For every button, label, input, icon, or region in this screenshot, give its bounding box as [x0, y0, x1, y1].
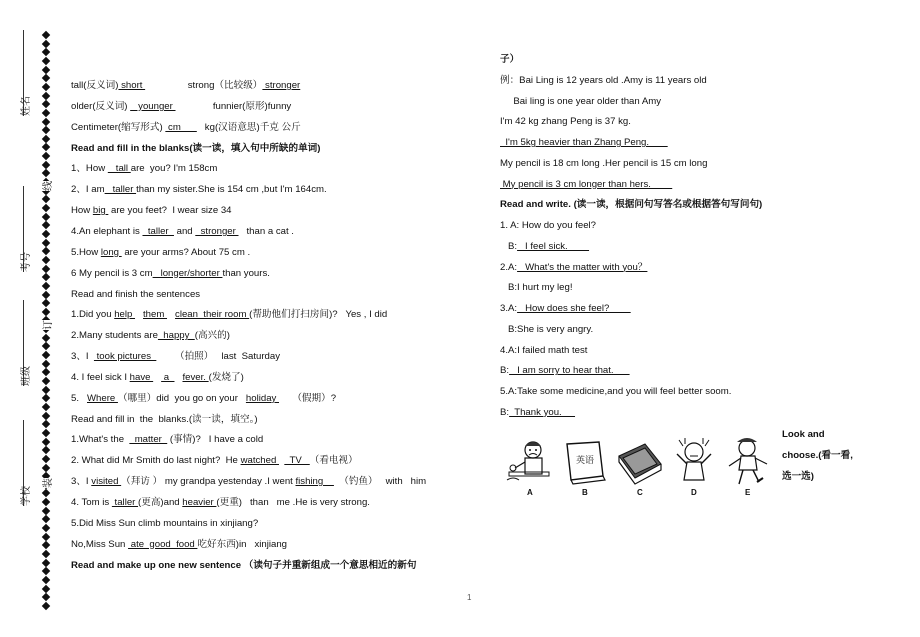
- answer-blank: holiday: [245, 392, 279, 404]
- line-text: （拍照） last Saturday: [156, 351, 281, 363]
- line-text: Read and fill in the blanks.(读一读，填空。): [71, 413, 258, 425]
- left-text-line: [71, 393, 336, 405]
- line-text: (更重) than me .He is very strong.: [216, 497, 370, 508]
- binding-diamond: [42, 256, 50, 264]
- look-choose-line1: Look and: [782, 429, 825, 440]
- answer-blank: stronger: [262, 80, 301, 91]
- binding-diamond: [42, 394, 50, 402]
- picture-label-e: E: [745, 488, 751, 497]
- binding-diamond: [42, 39, 50, 47]
- binding-diamond: [42, 515, 50, 523]
- left-text-line: [71, 330, 230, 342]
- left-text-line: [71, 101, 291, 113]
- answer-blank: visited: [91, 476, 122, 488]
- line-text: (高兴的): [194, 330, 230, 342]
- binding-diamond: [42, 584, 50, 592]
- line-text: than a cat .: [238, 225, 294, 237]
- binding-diamond: [42, 126, 50, 134]
- binding-diamond: [42, 212, 50, 220]
- answer-blank: TV: [284, 455, 310, 467]
- line-text: 4.A:I failed math test: [500, 344, 588, 356]
- right-text-line: [500, 365, 630, 377]
- binding-diamond: [42, 368, 50, 376]
- left-text-line: [71, 497, 370, 509]
- left-text-line: [71, 247, 250, 259]
- binding-diamond: [42, 74, 50, 82]
- answer-blank: ate good food: [128, 538, 198, 550]
- line-text: (更高)and: [138, 497, 183, 508]
- binding-diamond: [42, 334, 50, 342]
- picture-label-a: A: [527, 488, 533, 497]
- answer-blank: clean their room: [175, 309, 250, 321]
- binding-diamond: [42, 143, 50, 151]
- binding-diamond: [42, 299, 50, 307]
- answer-blank: Where: [87, 392, 118, 404]
- picture-b-english-book-icon: [561, 436, 609, 488]
- line-text: 1.What's the: [71, 434, 130, 446]
- line-text: 4.An elephant is: [71, 225, 143, 237]
- line-text: 2. What did Mr Smith do last night? He: [71, 455, 241, 467]
- picture-e-hurt-boy-icon: [723, 436, 773, 488]
- line-text: 5.How: [71, 246, 101, 258]
- line-text: 3、I: [71, 351, 94, 363]
- binding-diamond: [42, 602, 50, 610]
- binding-diamond: [42, 109, 50, 117]
- binding-diamond: [42, 161, 50, 169]
- line-text: B:She is very angry.: [500, 323, 594, 335]
- page-number: 1: [467, 593, 472, 602]
- line-text: 6 My pencil is 3 cm: [71, 267, 153, 279]
- line-text: [135, 309, 143, 320]
- binding-diamond: [42, 351, 50, 359]
- picture-c-books-icon: [615, 436, 665, 488]
- line-text: kg(汉语意思)千克 公斤: [196, 121, 301, 133]
- line-text: 2.A:: [500, 261, 518, 273]
- binding-diamond: [42, 117, 50, 125]
- binding-diamond: [42, 498, 50, 506]
- line-text: No,Miss Sun: [71, 538, 129, 550]
- look-choose-line2: choose.(看一看,: [782, 450, 853, 461]
- line-text: (事情)? I have a cold: [167, 434, 264, 446]
- picture-label-b: B: [582, 488, 588, 497]
- line-text: I'm 42 kg zhang Peng is 37 kg.: [500, 116, 631, 128]
- binding-diamond: [42, 532, 50, 540]
- line-text: tall(反义词): [71, 80, 119, 91]
- line-text: B:: [500, 365, 510, 377]
- binding-diamond: [42, 420, 50, 428]
- left-text-line: [71, 476, 426, 488]
- answer-blank: fever.: [182, 371, 209, 383]
- right-text-line: [500, 241, 589, 253]
- line-text: 2.Many students are: [71, 330, 158, 342]
- line-text: than yours.: [222, 267, 270, 279]
- left-text-line: [71, 268, 270, 280]
- line-text: 5.Did Miss Sun climb mountains in xinjiang?: [71, 517, 259, 529]
- left-text-line: [71, 289, 200, 301]
- label-school: 学校: [21, 486, 32, 506]
- line-text: 5.A:Take some medicine,and you will feel better soom.: [500, 386, 732, 397]
- answer-blank: long: [100, 246, 122, 258]
- binding-diamond: [42, 264, 50, 272]
- binding-diamond: [42, 455, 50, 463]
- binding-diamond: [42, 403, 50, 411]
- line-text: B:I hurt my leg!: [500, 282, 573, 294]
- line-text: How: [71, 205, 93, 217]
- line-text: My pencil is 18 cm long .Her pencil is 15 cm long: [500, 157, 708, 169]
- binding-diamond: [42, 558, 50, 566]
- binding-diamond: [42, 57, 50, 65]
- line-text: (发烧了): [208, 371, 244, 383]
- answer-blank: What's the matter with you？: [517, 261, 648, 273]
- binding-diamond: [42, 359, 50, 367]
- line-text: 2、I am: [71, 184, 105, 196]
- book-title: 英语: [576, 456, 595, 466]
- line-text: are your arms? About 75 cm .: [121, 246, 251, 258]
- binding-diamond: [42, 65, 50, 73]
- line-text: （看电视）: [309, 455, 358, 467]
- binding-diamond: [42, 429, 50, 437]
- line-text: （假期）?: [279, 392, 337, 404]
- line-text: 3.A:: [500, 303, 518, 314]
- answer-blank: took pictures: [93, 351, 157, 363]
- picture-a-sick-boy-icon: [503, 436, 555, 488]
- line-text: （拜访 ） my grandpa yestenday .I went: [121, 476, 296, 488]
- line-text: are you feet? I wear size 34: [108, 205, 232, 217]
- binding-diamond: [42, 593, 50, 601]
- line-text: 例：Bai Ling is 12 years old .Amy is 11 years old: [500, 74, 707, 86]
- right-text-line: [500, 158, 707, 170]
- binding-diamond: [42, 576, 50, 584]
- answer-blank: have: [129, 371, 154, 383]
- left-text-line: [71, 122, 301, 134]
- answer-blank: How does she feel?: [517, 303, 631, 314]
- answer-blank: My pencil is 3 cm longer than hers.: [500, 178, 673, 190]
- left-text-line: [71, 143, 320, 155]
- binding-diamond: [42, 282, 50, 290]
- answer-blank: big: [92, 205, 109, 217]
- binding-diamond: [42, 273, 50, 281]
- answer-blank: I feel sick.: [517, 240, 590, 252]
- left-text-line: [71, 163, 217, 175]
- left-text-line: [71, 205, 232, 217]
- binding-mark-bind: 装: [39, 478, 54, 488]
- left-text-line: [71, 434, 263, 446]
- binding-diamond: [42, 411, 50, 419]
- line-text: Read and write. (读一读，根据问句写答名或根据答句写问句): [500, 199, 763, 211]
- answer-blank: happy: [157, 330, 195, 342]
- line-text: and: [173, 225, 196, 237]
- picture-label-c: C: [637, 488, 643, 497]
- answer-blank: heavier: [182, 497, 217, 508]
- line-text: B:: [500, 240, 518, 252]
- binding-diamond: [42, 238, 50, 246]
- picture-label-d: D: [691, 488, 697, 497]
- binding-diamond: [42, 83, 50, 91]
- answer-blank: tall: [107, 163, 131, 175]
- right-text-line: [500, 407, 575, 419]
- line-text: Bai ling is one year older than Amy: [500, 95, 662, 107]
- right-text-line: [500, 199, 762, 211]
- line-text: Read and finish the sentences: [71, 288, 201, 300]
- line-text: funnier(原形)funny: [175, 100, 292, 112]
- line-text: （读句子并重新组成一个意思相近的新句: [243, 559, 417, 571]
- left-text-line: [71, 414, 258, 426]
- line-text: B:: [500, 406, 510, 418]
- left-text-line: [71, 184, 327, 196]
- right-text-line: [500, 303, 631, 315]
- binding-diamond: [42, 31, 50, 39]
- line-text: 1.Did you: [71, 309, 115, 321]
- binding-diamond: [42, 377, 50, 385]
- binding-diamond: [42, 567, 50, 575]
- line-text: Read and make up one new sentence: [71, 559, 244, 571]
- answer-blank: help: [114, 309, 136, 321]
- right-text-line: [500, 137, 668, 149]
- answer-blank: a: [161, 371, 175, 383]
- line-text: Centimeter(缩写形式): [71, 121, 166, 133]
- answer-blank: matter: [129, 434, 168, 446]
- picture-row: [503, 436, 773, 498]
- picture-d-angry-girl-icon: [671, 436, 717, 488]
- answer-blank: longer/shorter: [152, 267, 223, 279]
- binding-diamond: [42, 342, 50, 350]
- binding-mark-line: 线: [39, 181, 54, 191]
- right-text-line: [500, 386, 731, 398]
- line-text: Read and fill in the blanks(读一读，填入句中所缺的单词): [71, 142, 321, 154]
- line-text: 子）: [500, 54, 520, 65]
- right-text-line: [500, 179, 672, 191]
- binding-diamond: [42, 195, 50, 203]
- binding-diamond: [42, 463, 50, 471]
- line-text: are you? I'm 158cm: [130, 163, 218, 175]
- answer-blank: short: [118, 80, 146, 91]
- right-text-line: [500, 54, 519, 66]
- binding-diamond: [42, 290, 50, 298]
- right-text-line: [500, 345, 587, 357]
- label-exam-number: 考号: [21, 252, 32, 272]
- left-text-line: [71, 518, 258, 530]
- right-text-line: [500, 324, 593, 336]
- answer-blank: watched: [240, 455, 279, 467]
- binding-diamond: [42, 541, 50, 549]
- binding-diamond: [42, 230, 50, 238]
- left-text-line: [71, 309, 387, 321]
- answer-blank: fishing: [295, 476, 334, 488]
- look-choose-line3: 选一选): [782, 471, 814, 482]
- answer-blank: stronger: [195, 225, 239, 237]
- right-text-line: [500, 116, 631, 128]
- left-text-line: [71, 560, 416, 572]
- answer-blank: cm: [165, 121, 197, 133]
- binding-diamond: [42, 524, 50, 532]
- answer-blank: Thank you.: [509, 406, 576, 418]
- line-text: [167, 309, 175, 320]
- left-text-line: [71, 455, 358, 467]
- line-text: [153, 372, 161, 383]
- line-text: strong（比较级）: [145, 80, 263, 91]
- left-text-line: [71, 351, 280, 363]
- line-text: （钓鱼） with him: [333, 476, 427, 488]
- binding-diamond: [42, 247, 50, 255]
- line-text: older(反义词): [71, 100, 131, 112]
- line-text: 1、How: [71, 163, 108, 175]
- label-name: 姓名: [21, 96, 32, 116]
- binding-diamond: [42, 91, 50, 99]
- binding-diamond: [42, 204, 50, 212]
- right-text-line: [500, 282, 573, 294]
- binding-diamond: [42, 489, 50, 497]
- answer-blank: taller: [111, 497, 139, 508]
- line-text: 吃好东西)in xinjiang: [197, 538, 287, 550]
- binding-diamond: [42, 437, 50, 445]
- answer-blank: them: [143, 309, 168, 321]
- line-text: 1. A: How do you feel?: [500, 220, 596, 231]
- line-text: 5.: [71, 392, 87, 404]
- left-text-line: [71, 539, 287, 551]
- line-text: (帮助他们打扫房间)? Yes , I did: [249, 309, 388, 321]
- left-text-line: [71, 372, 244, 384]
- line-text: 3、I: [71, 476, 92, 488]
- right-text-line: [500, 262, 647, 274]
- answer-blank: taller: [104, 184, 137, 196]
- line-text: than my sister.She is 154 cm ,but I'm 164cm.: [136, 184, 327, 196]
- answer-blank: younger: [130, 100, 176, 112]
- binding-diamond: [42, 385, 50, 393]
- line-text: 4. I feel sick I: [71, 371, 130, 383]
- right-text-line: [500, 220, 596, 232]
- binding-diamond: [42, 507, 50, 515]
- answer-blank: I am sorry to hear that.: [509, 365, 630, 377]
- binding-diamond: [42, 446, 50, 454]
- binding-diamond: [42, 152, 50, 160]
- line-text: 4. Tom is: [71, 497, 112, 508]
- answer-blank: taller: [142, 225, 174, 237]
- line-text: （哪里）did you go on your: [117, 392, 246, 404]
- left-text-line: [71, 226, 294, 238]
- binding-diamond: [42, 100, 50, 108]
- binding-diamond: [42, 48, 50, 56]
- left-text-line: [71, 80, 300, 92]
- binding-diamond: [42, 221, 50, 229]
- right-text-line: [500, 75, 707, 87]
- binding-diamond: [42, 169, 50, 177]
- binding-mark-order: 订: [39, 320, 54, 330]
- right-text-line: [500, 96, 661, 108]
- answer-blank: I'm 5kg heavier than Zhang Peng.: [500, 137, 668, 148]
- binding-diamond: [42, 550, 50, 558]
- label-class: 班级: [21, 366, 32, 386]
